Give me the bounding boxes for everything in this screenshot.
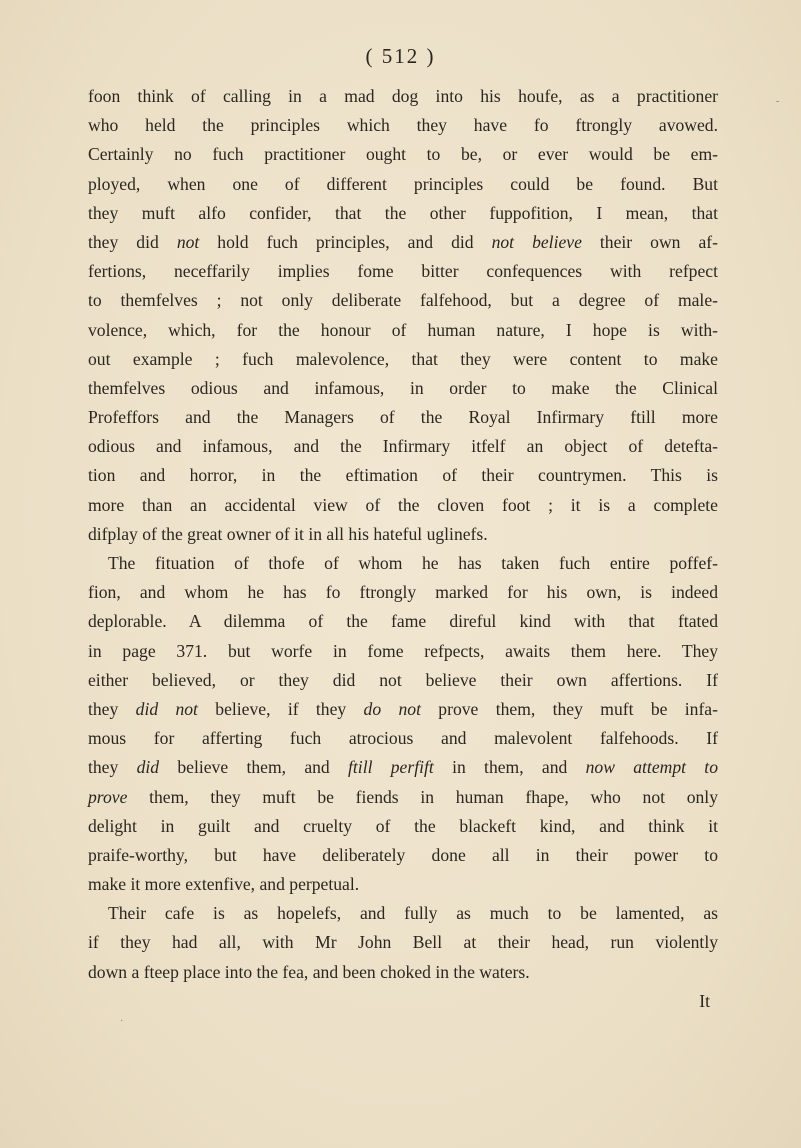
text-run: Their cafe is as hopelefs, and fully as much to be lamented, as [108,903,718,924]
print-speck: · [120,1016,124,1027]
text-run: mous for afferting fuch atrocious and malevolent falfehoods. If [88,728,718,749]
text-line [88,257,718,286]
text-line [88,637,718,666]
text-line [88,461,718,490]
italic-text: did [136,757,160,778]
italic-text: did not [135,698,198,719]
text-run: volence, which, for the honour of human nature, I hope is with- [88,319,718,340]
text-run: ployed, when one of different principles could be found. But [88,173,718,194]
text-run: Certainly no fuch practitioner ought to be, or ever would be em- [88,144,718,165]
text-run: hold fuch principles, and did [199,231,492,252]
text-run: praife-worthy, but have deliberately done all in their power to [88,844,718,865]
text-run: if they had all, with Mr John Bell at their head, run violently [88,932,718,953]
text-run: prove them, they muft be infa- [420,698,718,719]
text-run: difplay of the great owner of it in all his hateful uglinefs. [88,523,488,544]
text-run: more than an accidental view of the cloven foot ; it is a complete [88,494,718,515]
text-line [88,899,718,928]
text-line [88,82,718,111]
text-run: they muft alfo confider, that the other fuppofition, I mean, that [88,202,718,223]
italic-text: do not [363,698,421,719]
text-line [88,812,718,841]
text-line [88,841,718,870]
text-run: make it more extenfive, and perpetual. [88,874,360,895]
text-line [88,228,718,257]
text-run: in them, and [433,757,586,778]
text-run: delight in guilt and cruelty of the blackeft kind, and think it [88,815,718,836]
text-line [88,928,718,957]
text-run: down a fteep place into the fea, and been choked in the waters. [88,961,530,982]
text-line [88,578,718,607]
text-run: tion and horror, in the eftimation of their countrymen. This is [88,465,718,486]
catchword: It [699,990,710,1011]
text-run: fertions, neceffarily implies fome bitter confequences with refpect [88,261,718,282]
text-run: they [88,698,136,719]
text-run: believe, if they [197,698,364,719]
text-line [88,111,718,140]
text-run: their own af- [581,231,718,252]
text-run: foon think of calling in a mad dog into his houfe, as a practitioner [88,86,718,106]
italic-text: now attempt to [585,757,718,778]
text-run: either believed, or they did not believe their own affertions. If [88,669,718,690]
text-run: fion, and whom he has fo ftrongly marked for his own, is indeed [88,582,718,603]
text-line [88,753,718,782]
text-line [88,520,718,549]
print-speck: - [776,96,780,107]
text-run: believe them, and [159,757,349,778]
text-run: who held the principles which they have fo ftrongly avowed. [88,115,718,136]
paragraph [88,899,718,987]
text-line [88,374,718,403]
text-line [88,199,718,228]
text-line [88,783,718,812]
italic-text: prove [88,786,128,807]
text-line [88,958,718,987]
italic-text: not [176,231,200,252]
text-line [88,695,718,724]
text-line [88,316,718,345]
text-run: themfelves odious and infamous, in order to make the Clinical [88,377,718,398]
text-run: in page 371. but worfe in fome refpects, awaits them here. They [88,640,718,661]
text-run: deplorable. A dilemma of the fame direful kind with that ftated [88,611,718,632]
paragraph [88,82,718,549]
page-number: ( 512 ) [365,44,436,68]
paragraph [88,549,718,899]
text-run: out example ; fuch malevolence, that they were content to make [88,348,718,369]
text-line [88,140,718,169]
text-run: they [88,757,137,778]
italic-text: not believe [491,231,582,252]
text-line [88,286,718,315]
text-line [88,549,718,578]
text-run: The fituation of thofe of whom he has taken fuch entire poffef- [108,553,718,573]
text-run: odious and infamous, and the Infirmary itfelf an object of detefta- [88,436,718,457]
text-line [88,170,718,199]
body-text [88,82,718,1016]
text-line [88,724,718,753]
text-line [88,870,718,899]
text-line [88,491,718,520]
text-line [88,403,718,432]
text-line [88,607,718,636]
italic-text: ftill perfift [348,757,434,778]
text-run: them, they muft be fiends in human fhape, who not only [127,786,718,807]
text-run: Profeffors and the Managers of the Royal Infirmary ftill more [88,407,718,428]
text-line [88,345,718,374]
text-run: they did [88,231,177,252]
text-run: to themfelves ; not only deliberate falfehood, but a degree of male- [88,290,718,311]
text-line [88,666,718,695]
text-line [88,432,718,461]
